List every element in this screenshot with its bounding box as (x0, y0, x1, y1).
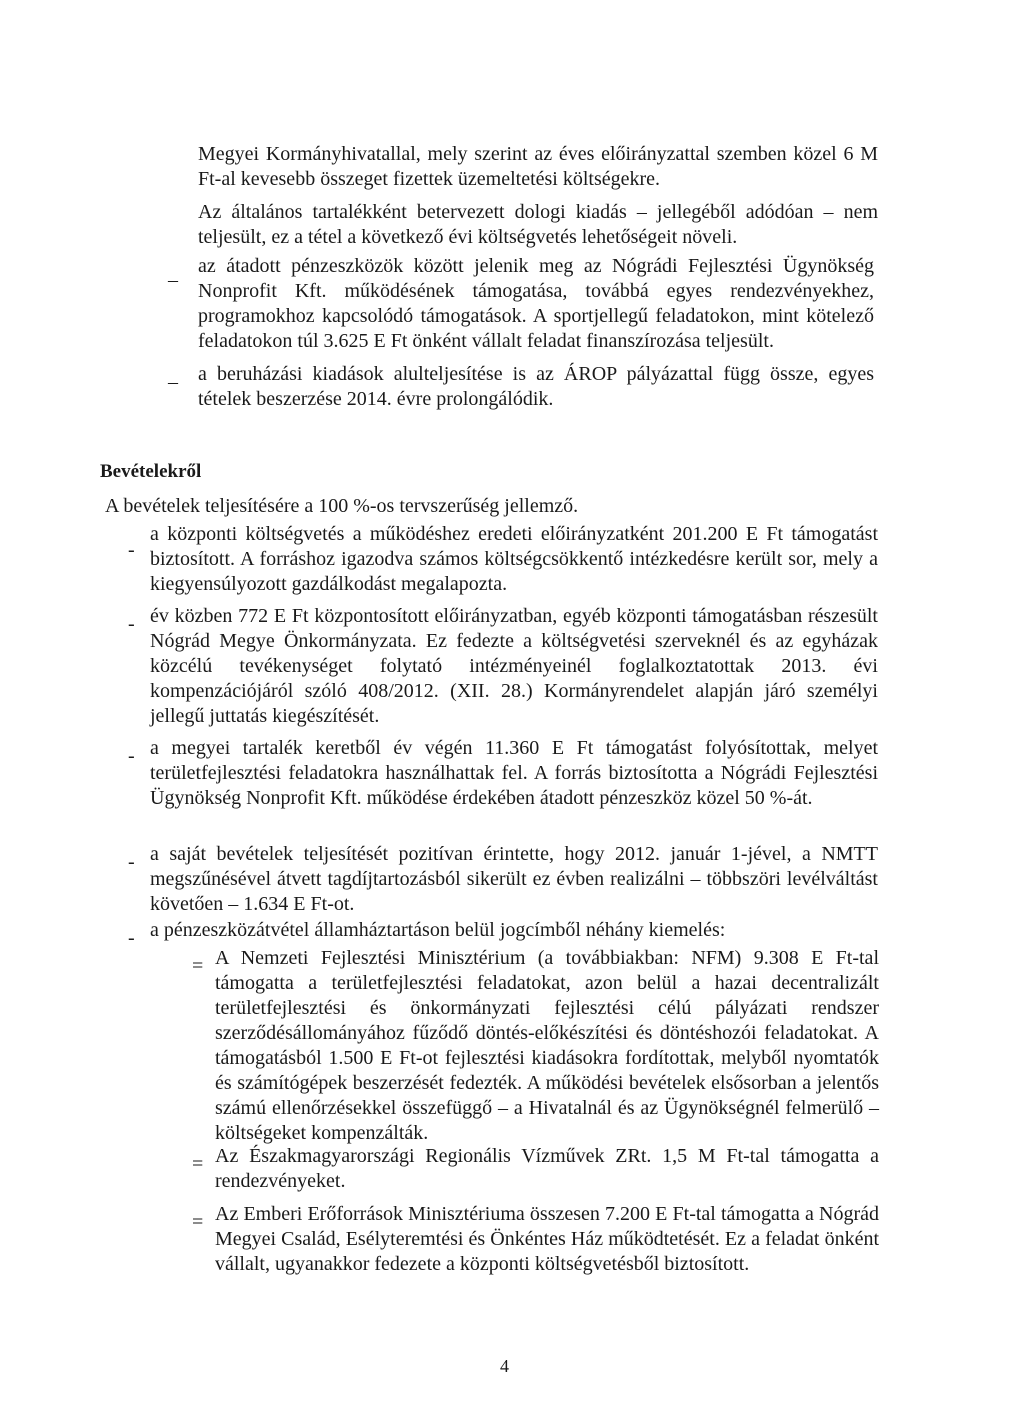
sub-bullet-equals: = (192, 1211, 204, 1233)
revenue-item-own-revenues: a saját bevételek teljesítését pozitívan érintette, hogy 2012. január 1-jével, a NMTT megszűnésével átvett tagdíjtartozásból sikerült ez évben realizálni – többszöri levélváltást követően – 1.634 E Ft-ot. (150, 843, 878, 915)
sub-bullet-equals: = (192, 1153, 204, 1175)
sub-item-emmi: Az Emberi Erőforrások Minisztériuma összesen 7.200 E Ft-tal támogatta a Nógrád Megyei Család, Esélyteremtési és Önkéntes Ház működtetését. Ez a feladat önként vállalt, ugyanakkor fedezete a központi költségvetésből biztosított. (215, 1203, 879, 1275)
bullet-dash: – (168, 269, 178, 291)
paragraph-general-reserve: Az általános tartalékként betervezett dologi kiadás – jellegéből adódóan – nem teljesült, ez a tétel a következő évi költségvetés lehetőségeit növeli. (198, 201, 878, 248)
page-number: 4 (500, 1356, 509, 1376)
bullet-hyphen: - (128, 927, 135, 949)
bullet-investment-expenses: a beruházási kiadások alulteljesítése is az ÁROP pályázattal függ össze, egyes tételek beszerzése 2014. évre prolongálódik. (198, 363, 874, 410)
revenue-intro: A bevételek teljesítésére a 100 %-os tervszerűség jellemző. (105, 495, 579, 517)
paragraph-operating-costs: Megyei Kormányhivatallal, mely szerint az éves előirányzattal szemben közel 6 M Ft-al kevesebb összeget fizettek üzemeltetési költségekre. (198, 143, 878, 190)
bullet-transferred-funds: az átadott pénzeszközök között jelenik meg az Nógrádi Fejlesztési Ügynökség Nonprofit Kft. működésének támogatása, továbbá egyes rendezvényekhez, programokhoz kapcsolódó támogatások. A sportjellegű feladatokon, mint kötelező feladatokon túl 3.625 E Ft önként vállalt feladat finanszírozása teljesült. (198, 255, 874, 352)
bullet-hyphen: - (128, 745, 135, 767)
bullet-dash: – (168, 371, 178, 393)
revenue-item-fund-transfers: a pénzeszközátvétel államháztartáson belül jogcímből néhány kiemelés: (150, 919, 726, 941)
revenue-item-central-budget: a központi költségvetés a működéshez eredeti előirányzatként 201.200 E Ft támogatást biztosított. A forráshoz igazodva számos költségcsökkentő intézkedésre került sor, mely a kiegyensúlyozott gazdálkodást megalapozta. (150, 523, 878, 595)
revenue-item-centralized-appropriation: év közben 772 E Ft központosított előirányzatban, egyéb központi támogatásban részesült Nógrád Megye Önkormányzata. Ez fedezte a költségvetési szerveknél és az egyházak közcélú tevékenységet folytató intézményeinél foglalkoztatottak 2013. évi kompenzációjáról szóló 408/2012. (XII. 28.) Kormányrendelet alapján járó személyi jellegű juttatás kiegészítését. (150, 605, 878, 727)
sub-item-nfm: A Nemzeti Fejlesztési Minisztérium (a továbbiakban: NFM) 9.308 E Ft-tal támogatta a területfejlesztési feladatokat, azon belül a hazai decentralizált területfejlesztési és önkormányzati fejlesztési célú pályázati rendszer szerződésállományához fűződő döntés-előkészítési és döntéshozói feladatokat. A támogatásból 1.500 E Ft-ot fejlesztési kiadásokra fordítottak, melyből nyomtatók és számítógépek beszerzését fedezték. A működési bevételek elsősorban a jelentős számú ellenőrzésekkel összefüggő – a Hivatalnál és az Ügynökségnél felmerülő – költségeket kompenzálták. (215, 947, 879, 1144)
sub-item-waterworks: Az Északmagyarországi Regionális Vízművek ZRt. 1,5 M Ft-tal támogatta a rendezvényeket. (215, 1145, 879, 1192)
sub-bullet-equals: = (192, 955, 204, 977)
revenue-item-county-reserve: a megyei tartalék keretből év végén 11.360 E Ft támogatást folyósítottak, melyet területfejlesztési feladatokra használhattak fel. A forrás biztosította a Nógrádi Fejlesztési Ügynökség Nonprofit Kft. működése érdekében átadott pénzeszköz közel 50 %-át. (150, 737, 878, 809)
bullet-hyphen: - (128, 851, 135, 873)
bullet-hyphen: - (128, 613, 135, 635)
bullet-hyphen: - (128, 539, 135, 561)
section-heading-revenues: Bevételekről (100, 461, 202, 482)
